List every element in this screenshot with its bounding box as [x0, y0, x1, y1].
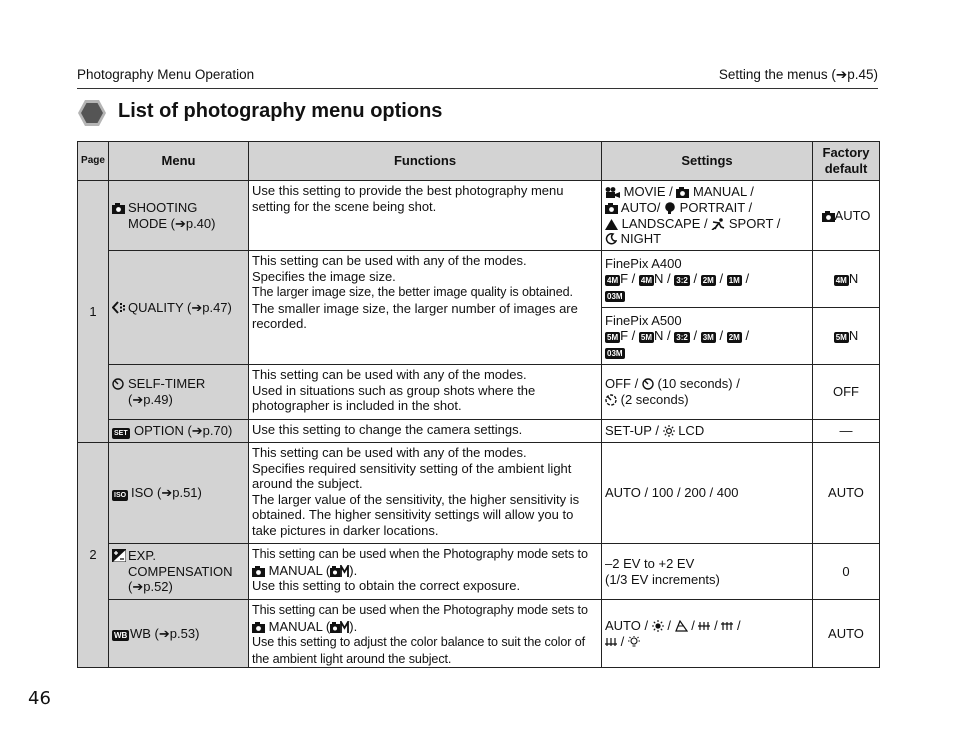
- movie-icon: [605, 187, 620, 198]
- size-3m-icon: 3M: [702, 333, 714, 343]
- menu-cell: [109, 181, 249, 251]
- wb-icon: WB: [114, 630, 128, 640]
- table-row: [78, 443, 880, 544]
- fluorescent-cool-white-icon: [605, 636, 617, 648]
- camera-icon: [676, 187, 689, 198]
- size-5m-icon: 5M: [607, 333, 619, 343]
- default-cell: 0: [813, 544, 880, 600]
- default-cell: AUTO: [813, 600, 880, 668]
- default-cell: 4M N: [813, 251, 880, 308]
- menu-cell: [109, 443, 249, 544]
- set-icon: SET: [114, 430, 128, 437]
- table-row: [78, 251, 880, 308]
- brightness-icon: [663, 425, 675, 437]
- page-cell: 2: [78, 443, 109, 668]
- column-header-default: Factory default: [813, 142, 880, 181]
- default-cell: AUTO: [813, 181, 880, 251]
- column-header-functions: Functions: [249, 142, 602, 181]
- camera-icon: [252, 622, 265, 633]
- settings-cell: AUTO / / / / / /: [602, 600, 813, 668]
- default-cell: OFF: [813, 365, 880, 420]
- page-title: List of photography menu options: [118, 100, 443, 122]
- size-4m-icon: 4M: [640, 276, 653, 286]
- size-03m-icon: 03M: [607, 291, 623, 301]
- settings-cell: MOVIE / MANUAL / AUTO/ PORTRAIT / LANDSCAPE / SPORT / NIGHT: [602, 181, 813, 251]
- default-cell: —: [813, 420, 880, 443]
- incandescent-icon: [628, 636, 640, 648]
- header-reference: Setting the menus (➔p.45): [718, 67, 878, 82]
- settings-cell: OFF / (10 seconds) / (2 seconds): [602, 365, 813, 420]
- size-5m-icon: 5M: [640, 333, 653, 343]
- size-3-2-icon: 3:2: [676, 333, 688, 343]
- size-1m-icon: 1M: [728, 276, 740, 286]
- size-4m-icon: 4M: [607, 276, 619, 286]
- menu-label: WB (➔p.53): [130, 625, 200, 641]
- sunny-icon: [652, 620, 664, 632]
- menu-label: MODE (➔p.40): [128, 215, 216, 231]
- table-row: [78, 544, 880, 600]
- size-2m-icon: 2M: [728, 333, 740, 343]
- fluorescent-warm-white-icon: [721, 620, 733, 632]
- size-2m-icon: 2M: [702, 276, 714, 286]
- table-header-row: [78, 142, 880, 181]
- function-cell: This setting can be used when the Photography mode sets to MANUAL ( ). Use this setting to obtain the correct exposure.: [249, 544, 602, 600]
- table-row: [78, 600, 880, 668]
- menu-options-table: [77, 141, 880, 668]
- default-cell: AUTO: [813, 443, 880, 544]
- menu-label: EXP.: [128, 548, 156, 564]
- menu-label: (➔p.49): [128, 392, 173, 407]
- settings-cell: FinePix A400 4M F / 4M N / 3:2 / 2M / 1M / 03M: [602, 251, 813, 308]
- size-4m-icon: 4M: [835, 276, 847, 286]
- manual-mode-icon: [330, 621, 349, 633]
- manual-mode-icon: [330, 565, 349, 577]
- menu-cell: [109, 251, 249, 365]
- function-cell: This setting can be used with any of the modes. Specifies the image size. The larger image size, the better image quality is obtained. The smaller image size, the larger number of images are recorded.: [249, 251, 602, 365]
- size-3-2-icon: 3:2: [676, 276, 688, 286]
- self-timer-icon: [112, 378, 124, 390]
- quality-icon: [112, 301, 125, 314]
- menu-label: SHOOTING: [128, 199, 198, 215]
- menu-label: COMPENSATION: [128, 563, 233, 579]
- header-divider: [77, 88, 878, 89]
- page-cell: 1: [78, 181, 109, 443]
- page-number: 46: [28, 688, 51, 709]
- sport-icon: [711, 218, 725, 230]
- column-header-page: Page: [78, 142, 109, 181]
- settings-cell: –2 EV to +2 EV (1/3 EV increments): [602, 544, 813, 600]
- default-cell: 5M N: [813, 308, 880, 365]
- shade-icon: [675, 620, 688, 632]
- size-03m-icon: 03M: [607, 348, 623, 358]
- exposure-compensation-icon: [112, 549, 126, 562]
- portrait-icon: [664, 202, 676, 214]
- menu-label: OPTION (➔p.70): [134, 423, 233, 438]
- menu-cell: [109, 420, 249, 443]
- function-cell: This setting can be used when the Photography mode sets to MANUAL ( ). Use this setting to adjust the color balance to suit the color of the ambient light around the subject.: [249, 600, 602, 668]
- menu-cell: [109, 600, 249, 668]
- menu-cell: [109, 544, 249, 600]
- fluorescent-daylight-icon: [698, 620, 710, 632]
- landscape-icon: [605, 219, 618, 230]
- iso-icon: ISO: [114, 492, 127, 499]
- function-cell: This setting can be used with any of the modes. Specifies required sensitivity setting of the ambient light around the subject. The larger value of the sensitivity, the higher sensitivity is obtained. The higher sensitivity settings will allow you to take pictures in darker locations.: [249, 443, 602, 544]
- menu-label: (➔p.52): [128, 579, 173, 595]
- camera-icon: [112, 203, 125, 214]
- header-section-title: Photography Menu Operation: [77, 67, 255, 82]
- table-row: [78, 420, 880, 443]
- settings-cell: FinePix A500 5M F / 5M N / 3:2 / 3M / 2M / 03M: [602, 308, 813, 365]
- function-cell: Use this setting to provide the best photography menu setting for the scene being shot.: [249, 181, 602, 251]
- camera-icon: [252, 566, 265, 577]
- size-5m-icon: 5M: [835, 333, 847, 343]
- settings-cell: AUTO / 100 / 200 / 400: [602, 443, 813, 544]
- menu-label: QUALITY (➔p.47): [128, 299, 232, 315]
- table-row: [78, 181, 880, 251]
- self-timer-icon: [642, 378, 654, 390]
- function-cell: This setting can be used with any of the modes. Used in situations such as group shots where the photographer is included in the shot.: [249, 365, 602, 420]
- self-timer-2s-icon: [605, 394, 617, 406]
- menu-label: ISO (➔p.51): [131, 485, 202, 500]
- function-cell: Use this setting to change the camera settings.: [249, 420, 602, 443]
- camera-icon: [822, 211, 835, 222]
- model-label: FinePix A400: [605, 255, 682, 271]
- column-header-settings: Settings: [602, 142, 813, 181]
- table-row: [78, 365, 880, 420]
- menu-cell: [109, 365, 249, 420]
- hexagon-bullet-icon: [77, 98, 107, 128]
- settings-cell: SET-UP / LCD: [602, 420, 813, 443]
- night-icon: [605, 233, 617, 245]
- camera-icon: [605, 203, 618, 214]
- model-label: FinePix A500: [605, 312, 682, 328]
- column-header-menu: Menu: [109, 142, 249, 181]
- menu-label: SELF-TIMER: [128, 376, 206, 392]
